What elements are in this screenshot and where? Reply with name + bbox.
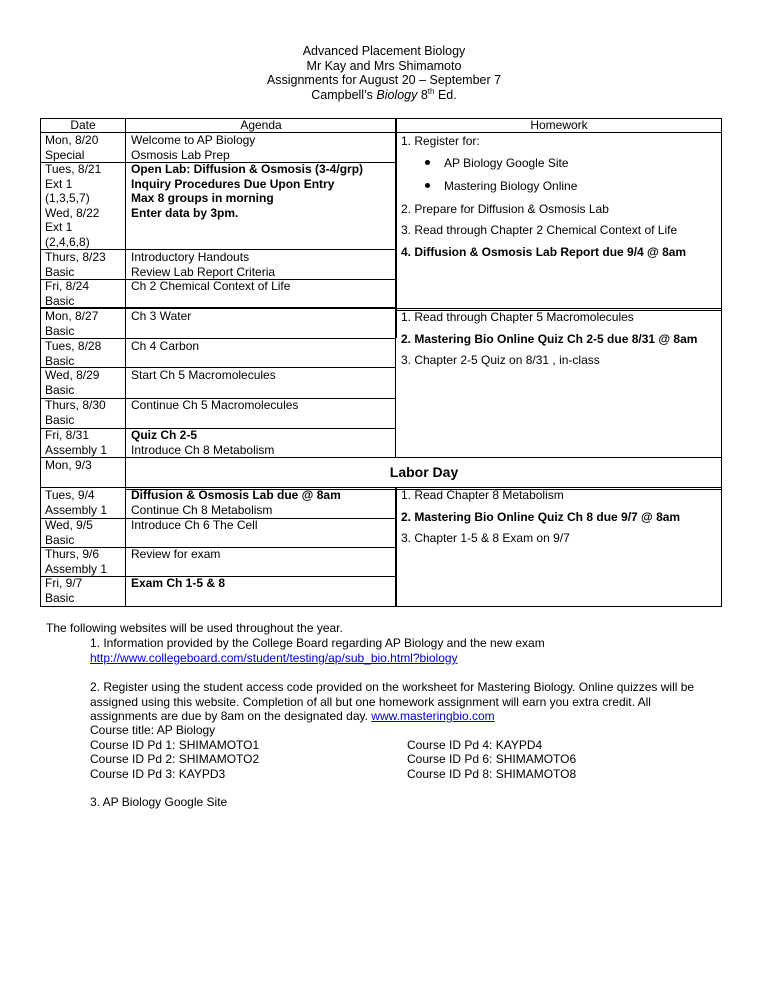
masteringbio-link[interactable]: www.masteringbio.com — [371, 709, 495, 723]
homework-week1-item2: 2. Prepare for Diffusion & Osmosis Lab — [401, 202, 609, 216]
website-item1: 1. Information provided by the College Board regarding AP Biology and the new exam — [90, 636, 545, 650]
teachers-line: Mr Kay and Mrs Shimamoto — [306, 58, 462, 73]
date-row-8: Thurs, 8/30 Basic — [45, 398, 106, 427]
agenda-row-12: Introduce Ch 6 The Cell — [131, 518, 258, 532]
course-id-pd3: Course ID Pd 3: KAYPD3 — [90, 767, 226, 781]
collegeboard-link-line — [90, 651, 458, 666]
agenda-row-8: Continue Ch 5 Macromolecules — [131, 398, 299, 412]
date-row-1: Mon, 8/20 Special — [45, 133, 99, 162]
homework-week1-bullet1: AP Biology Google Site — [425, 156, 569, 170]
table-border-right — [721, 118, 722, 607]
bullet-icon — [425, 183, 430, 188]
date-row-11: Tues, 9/4 Assembly 1 — [45, 488, 108, 517]
date-row-14: Fri, 9/7 Basic — [45, 576, 83, 605]
agenda-row-9: Quiz Ch 2-5 Introduce Ch 8 Metabolism — [131, 428, 275, 457]
agenda-row-14: Exam Ch 1-5 & 8 — [131, 576, 226, 590]
homework-week3-item2: 2. Mastering Bio Online Quiz Ch 8 due 9/7 @ 8am — [401, 510, 681, 524]
course-id-pd6: Course ID Pd 6: SHIMAMOTO6 — [407, 752, 577, 766]
date-row-5: Mon, 8/27 Basic — [45, 309, 99, 338]
homework-week2-item2: 2. Mastering Bio Online Quiz Ch 2-5 due 8/31 @ 8am — [401, 332, 698, 346]
agenda-row-2: Open Lab: Diffusion & Osmosis (3-4/grp) Inquiry Procedures Due Upon Entry Max 8 groups in morning Enter data by 3pm. — [131, 162, 364, 220]
table-border-bottom-right — [396, 606, 722, 607]
date-row-9: Fri, 8/31 Assembly 1 — [45, 428, 108, 457]
table-border-bottom-left — [40, 606, 396, 607]
website-item2-line2: assigned using this website. Completion of all but one homework assignment will earn you extra credit. All — [90, 695, 651, 709]
homework-week1-bullet2: Mastering Biology Online — [425, 179, 577, 193]
agenda-row-3: Introductory Handouts Review Lab Report Criteria — [131, 250, 276, 279]
homework-week2-item3: 3. Chapter 2-5 Quiz on 8/31 , in-class — [401, 353, 600, 367]
date-row-7: Wed, 8/29 Basic — [45, 368, 100, 397]
agenda-row-5: Ch 3 Water — [131, 309, 192, 323]
course-title: Advanced Placement Biology — [302, 44, 466, 58]
date-row-12: Wed, 9/5 Basic — [45, 518, 93, 547]
homework-week3-item1: 1. Read Chapter 8 Metabolism — [401, 488, 564, 502]
agenda-row-11: Diffusion & Osmosis Lab due @ 8am Continue Ch 8 Metabolism — [131, 488, 341, 517]
col-header-date: Date — [70, 118, 96, 132]
date-row-3: Thurs, 8/23 Basic — [45, 250, 106, 279]
agenda-row-13: Review for exam — [131, 547, 221, 561]
course-id-pd2: Course ID Pd 2: SHIMAMOTO2 — [90, 752, 260, 766]
date-row-4: Fri, 8/24 Basic — [45, 279, 90, 308]
bullet-icon — [425, 160, 430, 165]
homework-week1-item1: 1. Register for: — [401, 134, 480, 148]
table-border-left — [40, 118, 41, 607]
course-id-pd4: Course ID Pd 4: KAYPD4 — [407, 738, 543, 752]
homework-week3-item3: 3. Chapter 1-5 & 8 Exam on 9/7 — [401, 531, 570, 545]
homework-week1-item4: 4. Diffusion & Osmosis Lab Report due 9/4 @ 8am — [401, 245, 687, 259]
col-divider-date — [125, 118, 126, 607]
website-item2-line1: 2. Register using the student access code provided on the worksheet for Mastering Biology. Online quizzes will be — [90, 680, 695, 694]
agenda-row-6: Ch 4 Carbon — [131, 339, 200, 353]
textbook-line: Campbell’s Biology 8th Ed. — [311, 86, 457, 102]
labor-day-label: Labor Day — [389, 464, 459, 480]
col-header-homework: Homework — [530, 118, 588, 132]
col-header-agenda: Agenda — [240, 118, 282, 132]
agenda-row-7: Start Ch 5 Macromolecules — [131, 368, 276, 382]
date-row-10: Mon, 9/3 — [45, 458, 92, 472]
homework-week1-item3: 3. Read through Chapter 2 Chemical Context of Life — [401, 223, 678, 237]
date-row-6: Tues, 8/28 Basic — [45, 339, 102, 368]
website-item3: 3. AP Biology Google Site — [90, 795, 228, 809]
assignment-range: Assignments for August 20 – September 7 — [266, 73, 502, 87]
collegeboard-link[interactable]: http://www.collegeboard.com/student/testing/ap/sub_bio.html?biology — [90, 651, 458, 665]
agenda-row-1: Welcome to AP Biology Osmosis Lab Prep — [131, 133, 256, 162]
schedule-table — [40, 118, 722, 607]
document-header — [0, 44, 768, 102]
websites-intro: The following websites will be used throughout the year. — [46, 621, 343, 635]
course-id-pd8: Course ID Pd 8: SHIMAMOTO8 — [407, 767, 577, 781]
course-title-line: Course title: AP Biology — [90, 723, 216, 737]
course-id-pd1: Course ID Pd 1: SHIMAMOTO1 — [90, 738, 260, 752]
website-item2-line3: assignments are due by 8am on the designated day. www.masteringbio.com — [90, 709, 495, 723]
date-row-2: Tues, 8/21 Ext 1 (1,3,5,7) Wed, 8/22 Ext 1 (2,4,6,8) — [45, 162, 102, 249]
date-row-13: Thurs, 9/6 Assembly 1 — [45, 547, 108, 576]
col-divider-agenda-1 — [395, 118, 397, 338]
homework-week2-item1: 1. Read through Chapter 5 Macromolecules — [401, 310, 634, 324]
agenda-row-4: Ch 2 Chemical Context of Life — [131, 279, 291, 293]
